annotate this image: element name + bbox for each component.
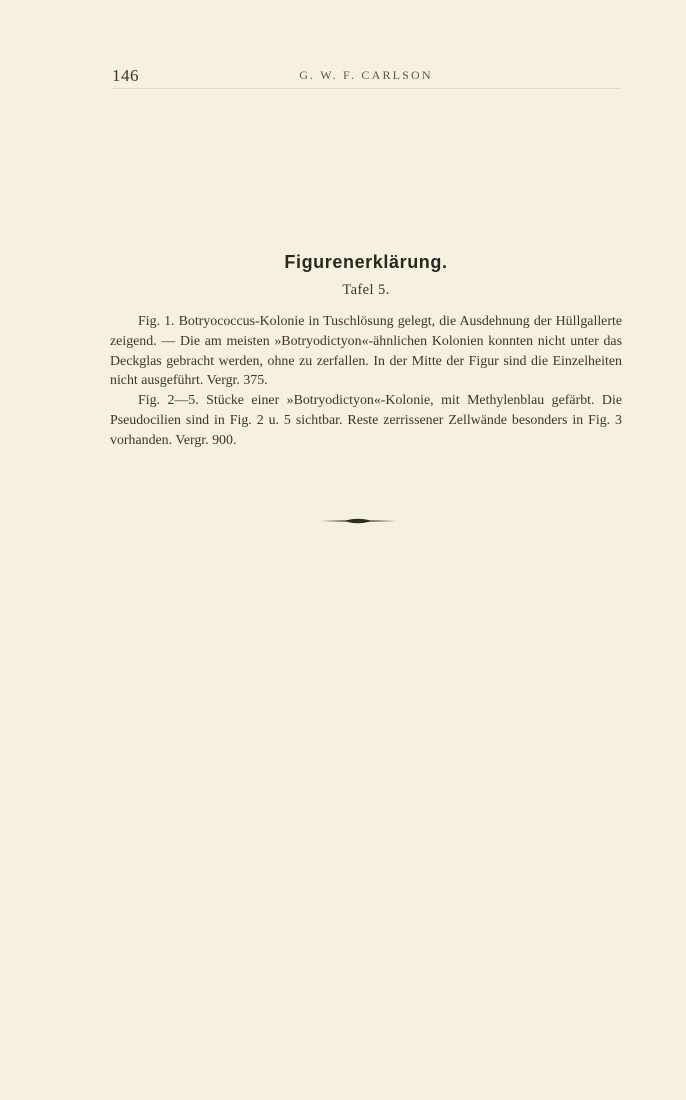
page-number: 146 bbox=[112, 66, 139, 85]
header-rule bbox=[112, 88, 620, 89]
caption-fig-2-5: Fig. 2—5. Stücke einer »Botryodictyon«-Kolonie, mit Methylenblau gefärbt. Die Pseudocilien sind in Fig. 2 u. 5 sichtbar. Reste zerrissener Zellwände besonders in Fig. 3 vorhanden. Vergr. 900. bbox=[110, 393, 622, 448]
plate-label: Tafel 5. bbox=[342, 282, 390, 298]
caption-fig-1: Fig. 1. Botryococcus-Kolonie in Tuschlösung gelegt, die Ausdehnung der Hüllgallerte zeigend. — Die am meisten »Botryodictyon«-ähnlichen Kolonien konnten nicht unter das Deckglas gebracht werden, ohne zu zerfallen. In der Mitte der Figur sind die Einzelheiten nicht ausgeführt. Vergr. 375. bbox=[110, 314, 622, 389]
end-ornament bbox=[318, 514, 398, 528]
figure-captions bbox=[110, 312, 622, 451]
running-head: G. W. F. CARLSON bbox=[299, 68, 433, 82]
page-header bbox=[112, 66, 620, 88]
section-heading: Figurenerklärung. bbox=[284, 252, 448, 272]
